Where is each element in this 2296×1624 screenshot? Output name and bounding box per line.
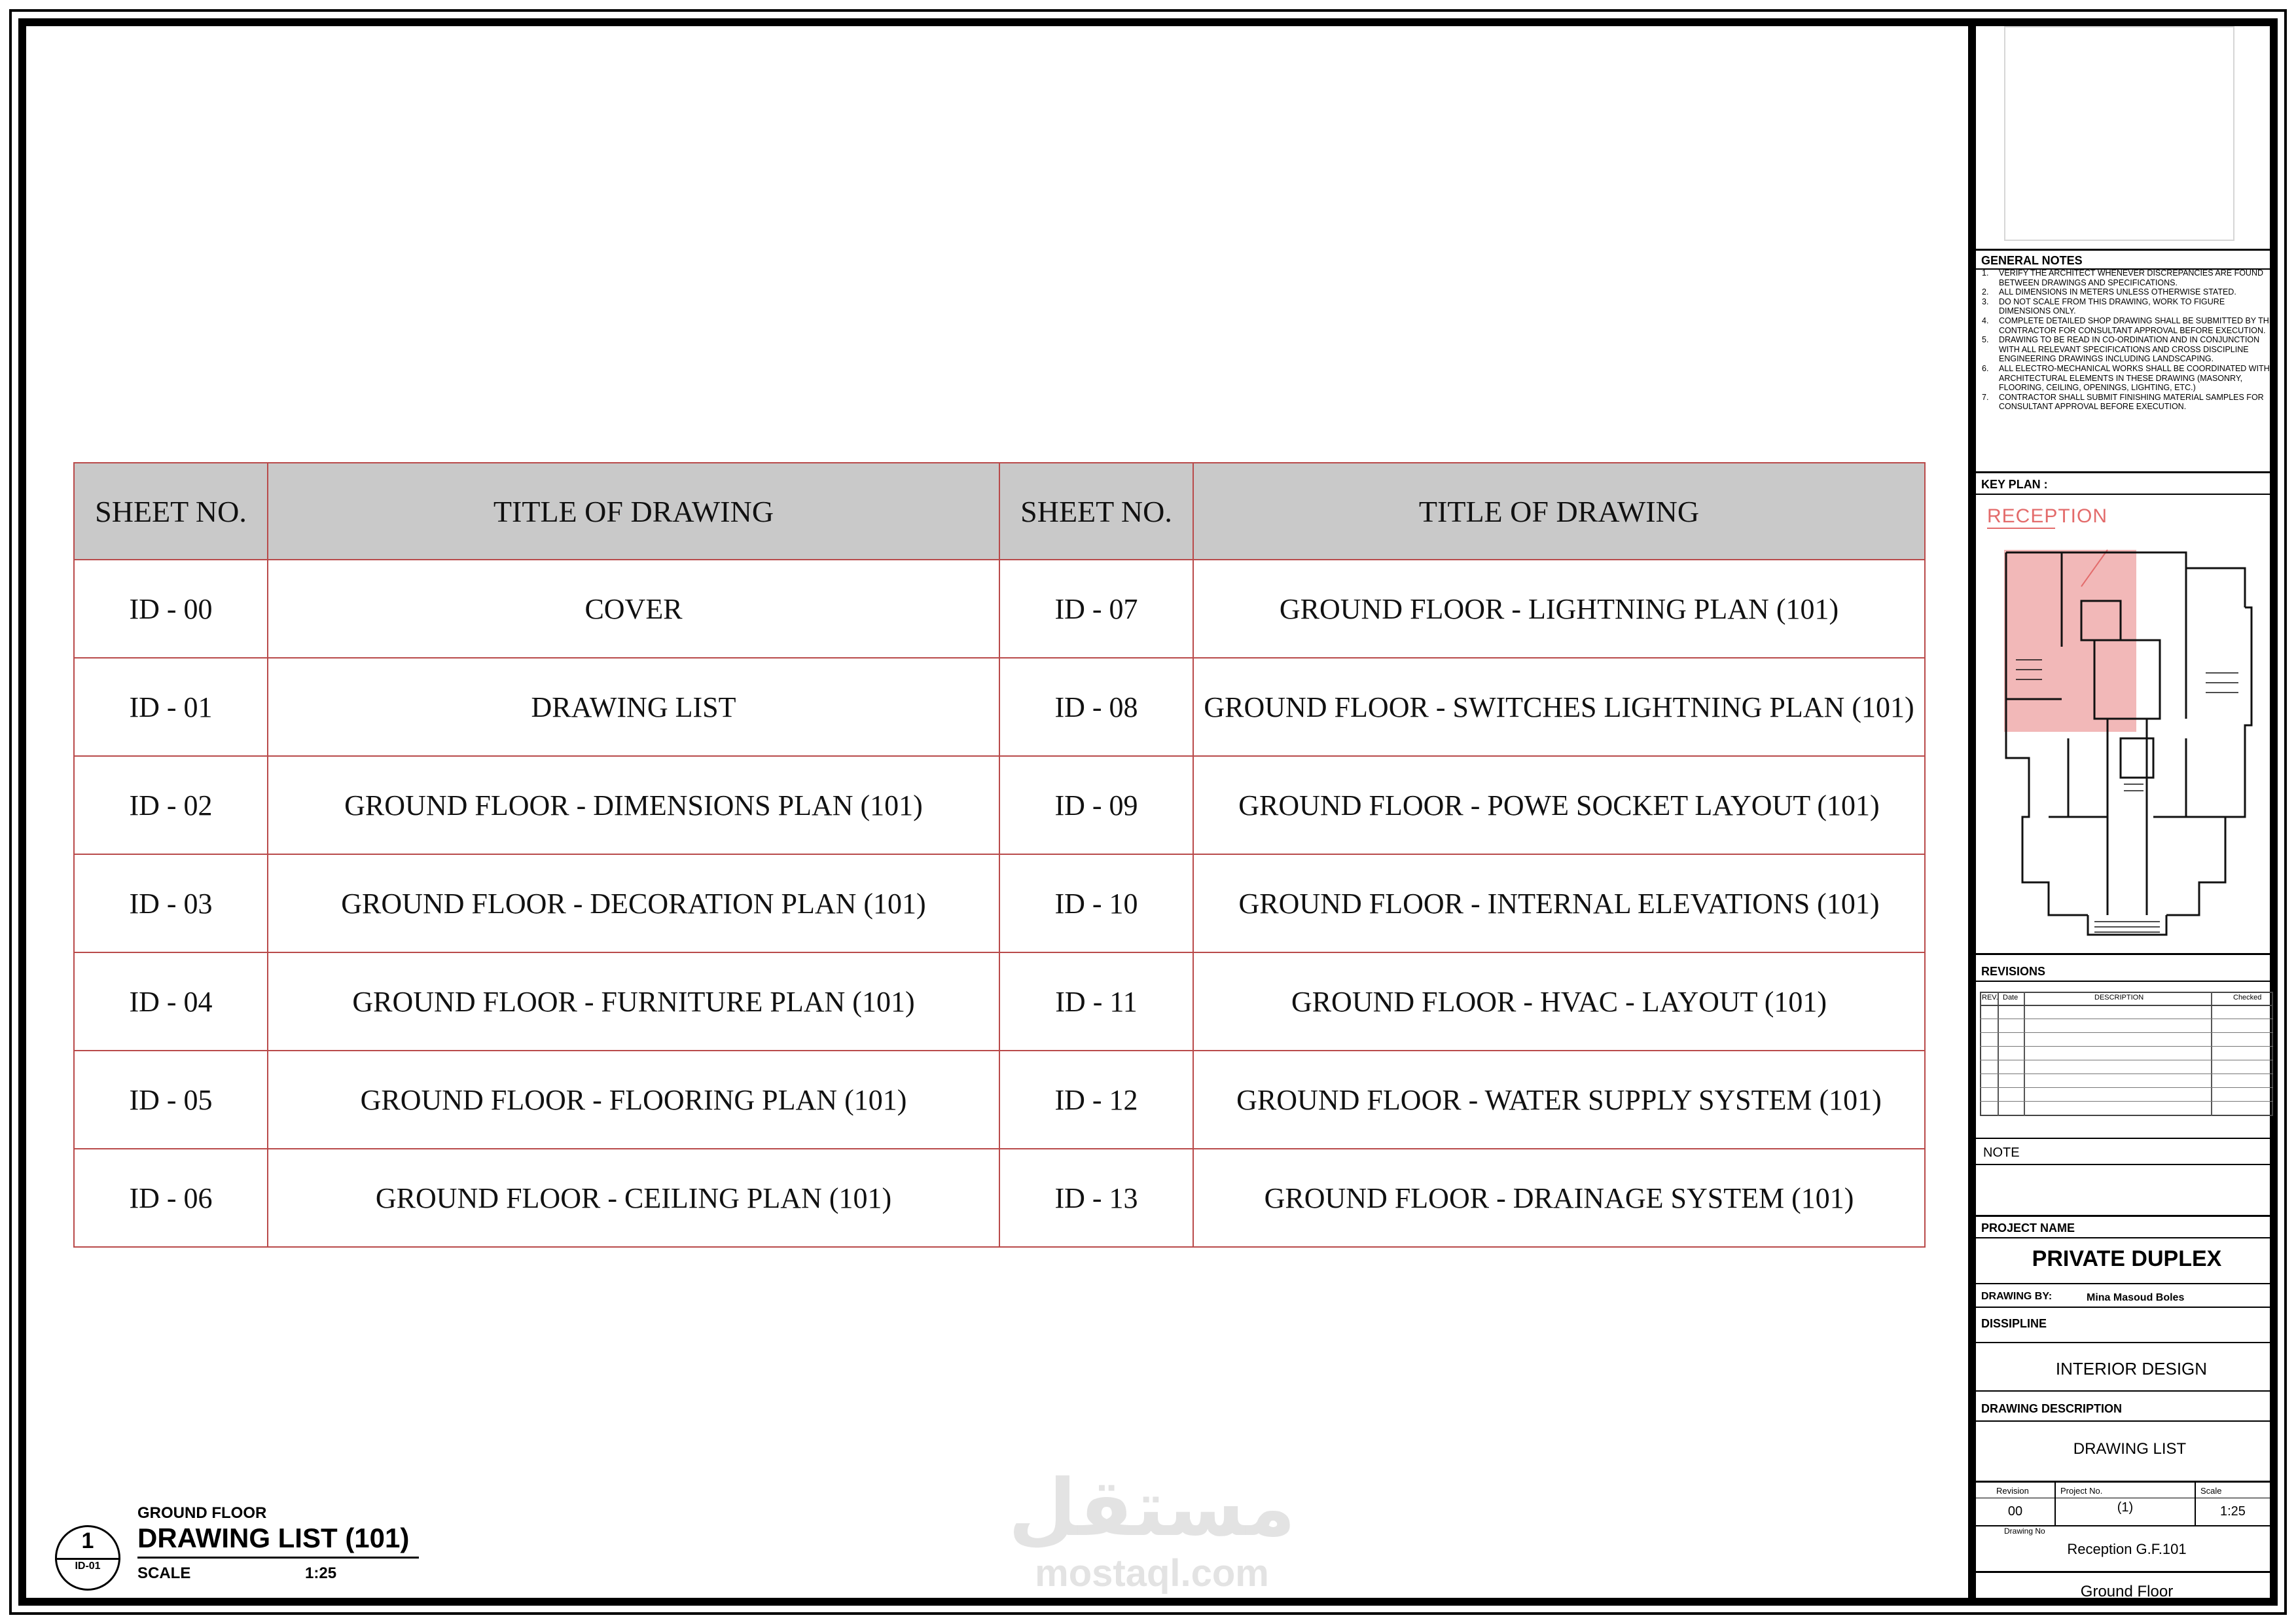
sheet-number: ID - 01 <box>74 658 268 756</box>
revision-col-rev: REV. <box>1982 994 1998 1001</box>
note-item: 6. ALL ELECTRO-MECHANICAL WORKS SHALL BE COORDINATED WITH ARCHITECTURAL ELEMENTS IN THESE DRAWING (MASONRY, FLOORING, CEILING, OPENINGS, LIGHTING, ETC.) <box>1982 363 2270 393</box>
drawing-by-label: DRAWING BY: <box>1981 1291 2053 1302</box>
general-notes-list <box>1979 268 2275 412</box>
revision-col-date: Date <box>2003 994 2018 1001</box>
project-no-label: Project No. <box>2060 1486 2103 1496</box>
divider <box>1976 1237 2278 1238</box>
general-notes-label: GENERAL NOTES <box>1981 254 2083 267</box>
drawing-title: GROUND FLOOR - HVAC - LAYOUT (101) <box>1193 952 1925 1051</box>
sheet-number: ID - 12 <box>999 1051 1193 1149</box>
divider <box>1976 1420 2278 1422</box>
note-item: 5. DRAWING TO BE READ IN CO-ORDINATION AND IN CONJUNCTION WITH ALL RELEVANT SPECIFICATIONS AND CROSS DISCIPLINE ENGINEERING DRAWINGS INCLUDING LANDSCAPING. <box>1982 335 2260 364</box>
scale-label: Scale <box>2200 1486 2222 1496</box>
sheet-number: ID - 13 <box>999 1149 1193 1247</box>
note-item: 3. DO NOT SCALE FROM THIS DRAWING, WORK TO FIGURE DIMENSIONS ONLY. <box>1982 297 2225 316</box>
sheet-number: ID - 06 <box>74 1149 268 1247</box>
sheet-number: ID - 05 <box>74 1051 268 1149</box>
divider <box>1976 1571 2278 1573</box>
scale-label: SCALE <box>137 1564 191 1582</box>
sheet-number: ID - 10 <box>999 854 1193 952</box>
divider <box>1976 1138 2278 1139</box>
sheet-number: ID - 02 <box>74 756 268 854</box>
drawing-no-label: Drawing No <box>2004 1526 2045 1536</box>
drawing-title: GROUND FLOOR - CEILING PLAN (101) <box>268 1149 999 1247</box>
note-item: 1. VERIFY THE ARCHITECT WHENEVER DISCREPANCIES ARE FOUND BETWEEN DRAWINGS AND SPECIFICATIONS. <box>1982 268 2264 287</box>
header-sheet-no: SHEET NO. <box>74 463 268 560</box>
drawing-title: COVER <box>268 560 999 658</box>
note-item: 7. CONTRACTOR SHALL SUBMIT FINISHING MATERIAL SAMPLES FOR CONSULTANT APPROVAL BEFORE EXECUTION. <box>1982 392 2264 412</box>
discipline-label: DISSIPLINE <box>1981 1317 2047 1330</box>
note-item: 4. COMPLETE DETAILED SHOP DRAWING SHALL BE SUBMITTED BY THE CONTRACTOR FOR CONSULTANT APPROVAL BEFORE EXECUTION. <box>1982 316 2275 335</box>
drawing-title: GROUND FLOOR - FURNITURE PLAN (101) <box>268 952 999 1051</box>
divider <box>1976 1164 2278 1165</box>
drawing-title: GROUND FLOOR - SWITCHES LIGHTNING PLAN (101) <box>1193 658 1925 756</box>
drawing-title: GROUND FLOOR - POWE SOCKET LAYOUT (101) <box>1193 756 1925 854</box>
table-row <box>74 756 1925 854</box>
key-plan-room-label: RECEPTION <box>1987 505 2108 527</box>
table-row <box>74 658 1925 756</box>
table-row <box>74 1051 1925 1149</box>
sheet-number: ID - 04 <box>74 952 268 1051</box>
divider <box>1976 1390 2278 1392</box>
drawing-title: GROUND FLOOR - WATER SUPPLY SYSTEM (101) <box>1193 1051 1925 1149</box>
project-no-value: (1) <box>2117 1500 2134 1515</box>
divider <box>1976 953 2278 955</box>
sheet-number: ID - 11 <box>999 952 1193 1051</box>
sheet-number: ID - 03 <box>74 854 268 952</box>
divider <box>1976 1481 2278 1483</box>
table-row <box>74 560 1925 658</box>
divider <box>1976 1283 2278 1284</box>
project-name-label: PROJECT NAME <box>1981 1221 2075 1235</box>
sheet-number: ID - 07 <box>999 560 1193 658</box>
drawing-title: DRAWING LIST (101) <box>137 1523 410 1553</box>
scale-value: 1:25 <box>305 1564 337 1582</box>
drawing-title: GROUND FLOOR - INTERNAL ELEVATIONS (101) <box>1193 854 1925 952</box>
project-name: PRIVATE DUPLEX <box>2032 1246 2222 1271</box>
table-header-row <box>74 463 1925 560</box>
drawing-title: GROUND FLOOR - DECORATION PLAN (101) <box>268 854 999 952</box>
drawing-title: GROUND FLOOR - LIGHTNING PLAN (101) <box>1193 560 1925 658</box>
divider <box>1976 1215 2278 1217</box>
key-plan-drawing <box>1990 542 2265 941</box>
revision-value: 00 <box>2007 1504 2023 1519</box>
drawing-title: GROUND FLOOR - DIMENSIONS PLAN (101) <box>268 756 999 854</box>
sheet-number: ID - 09 <box>999 756 1193 854</box>
logo-placeholder <box>2004 26 2234 241</box>
drawing-title: GROUND FLOOR - FLOORING PLAN (101) <box>268 1051 999 1149</box>
note-label: NOTE <box>1983 1146 2020 1160</box>
divider <box>1976 1307 2278 1308</box>
drawing-no-value: Reception G.F.101 <box>2067 1541 2187 1557</box>
revision-col-description: DESCRIPTION <box>2094 994 2144 1001</box>
drawing-title: GROUND FLOOR - DRAINAGE SYSTEM (101) <box>1193 1149 1925 1247</box>
sheet-number: ID - 08 <box>999 658 1193 756</box>
header-sheet-no: SHEET NO. <box>999 463 1193 560</box>
drawing-description: DRAWING LIST <box>2073 1440 2187 1458</box>
scale-value: 1:25 <box>2220 1504 2246 1519</box>
drawing-sheet-ref: ID-01 <box>75 1561 101 1572</box>
drawing-subtitle: GROUND FLOOR <box>137 1504 267 1522</box>
revisions-label: REVISIONS <box>1981 965 2046 978</box>
drawing-number: 1 <box>81 1528 94 1553</box>
header-title: TITLE OF DRAWING <box>268 463 999 560</box>
sheet-number: ID - 00 <box>74 560 268 658</box>
divider <box>1976 471 2278 473</box>
watermark-url: mostaql.com <box>1035 1552 1269 1595</box>
divider <box>1976 249 2278 251</box>
drawing-list-table <box>73 462 1926 1248</box>
drawing-title: DRAWING LIST <box>268 658 999 756</box>
header-title: TITLE OF DRAWING <box>1193 463 1925 560</box>
title-block-divider <box>1968 22 1976 1600</box>
table-row <box>74 952 1925 1051</box>
revision-label: Revision <box>1996 1486 2029 1496</box>
table-row <box>74 854 1925 952</box>
drawing-by: Mina Masoud Boles <box>2087 1292 2185 1303</box>
divider <box>1976 1342 2278 1343</box>
drawing-title-underline <box>137 1557 419 1559</box>
revision-col-checked: Checked <box>2233 994 2262 1001</box>
key-plan-label: KEY PLAN : <box>1981 478 2048 491</box>
table-row <box>74 1149 1925 1247</box>
watermark-logo: مستقل <box>1008 1463 1296 1554</box>
key-plan-label-underline <box>1987 528 2055 529</box>
discipline: INTERIOR DESIGN <box>2055 1359 2208 1379</box>
drawing-title-circle-divider <box>55 1558 120 1560</box>
divider <box>1976 494 2278 495</box>
footer-label: Ground Floor <box>2080 1583 2174 1600</box>
divider <box>1976 981 2278 982</box>
note-item: 2. ALL DIMENSIONS IN METERS UNLESS OTHERWISE STATED. <box>1982 287 2236 297</box>
drawing-description-label: DRAWING DESCRIPTION <box>1981 1402 2123 1415</box>
